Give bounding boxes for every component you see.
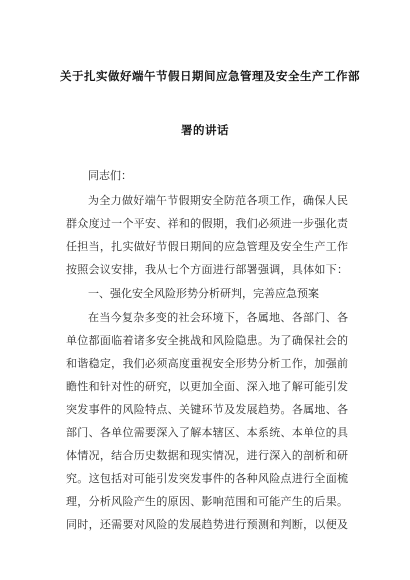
paragraph-line: 部门、各单位需要深入了解本辖区、本系统、本单位的具 [66, 426, 348, 439]
paragraph-line: 为全力做好端午节假期安全防范各项工作，确保人民 [88, 194, 348, 207]
paragraph-line: 群众度过一个平安、祥和的假期，我们必须进一步强化责 [66, 217, 348, 230]
paragraph-line: 在当今复杂多变的社会环境下，各属地、各部门、各 [88, 311, 348, 324]
document-title-line-2: 署的讲话 [181, 123, 229, 137]
document-title-line-1: 关于扎实做好端午节假日期间应急管理及安全生产工作部 [60, 69, 360, 83]
paragraph-line: 理，分析风险产生的原因、影响范围和可能产生的后果。 [66, 495, 348, 508]
paragraph-line: 究。这包括对可能引发突发事件的各种风险点进行全面梳 [66, 472, 348, 485]
paragraph-line: 同时，还需要对风险的发展趋势进行预测和判断，以便及 [66, 518, 348, 531]
paragraph-line: 按照会议安排，我从七个方面进行部署强调，具体如下： [66, 263, 348, 276]
greeting: 同志们： [88, 169, 132, 182]
paragraph-line: 体情况，结合历史数据和现实情况，进行深入的剖析和研 [66, 449, 348, 462]
section-heading: 一、强化安全风险形势分析研判，完善应急预案 [88, 287, 319, 300]
paragraph-line: 瞻性和针对性的研究，以更加全面、深入地了解可能引发 [66, 380, 348, 393]
paragraph-line: 和谐稳定，我们必须高度重视安全形势分析工作，加强前 [66, 357, 348, 370]
paragraph-line: 单位都面临着诸多安全挑战和风险隐患。为了确保社会的 [66, 334, 348, 347]
paragraph-line: 突发事件的风险特点、关键环节及发展趋势。各属地、各 [66, 403, 348, 416]
paragraph-line: 任担当，扎实做好节假日期间的应急管理及安全生产工作 [66, 240, 348, 253]
